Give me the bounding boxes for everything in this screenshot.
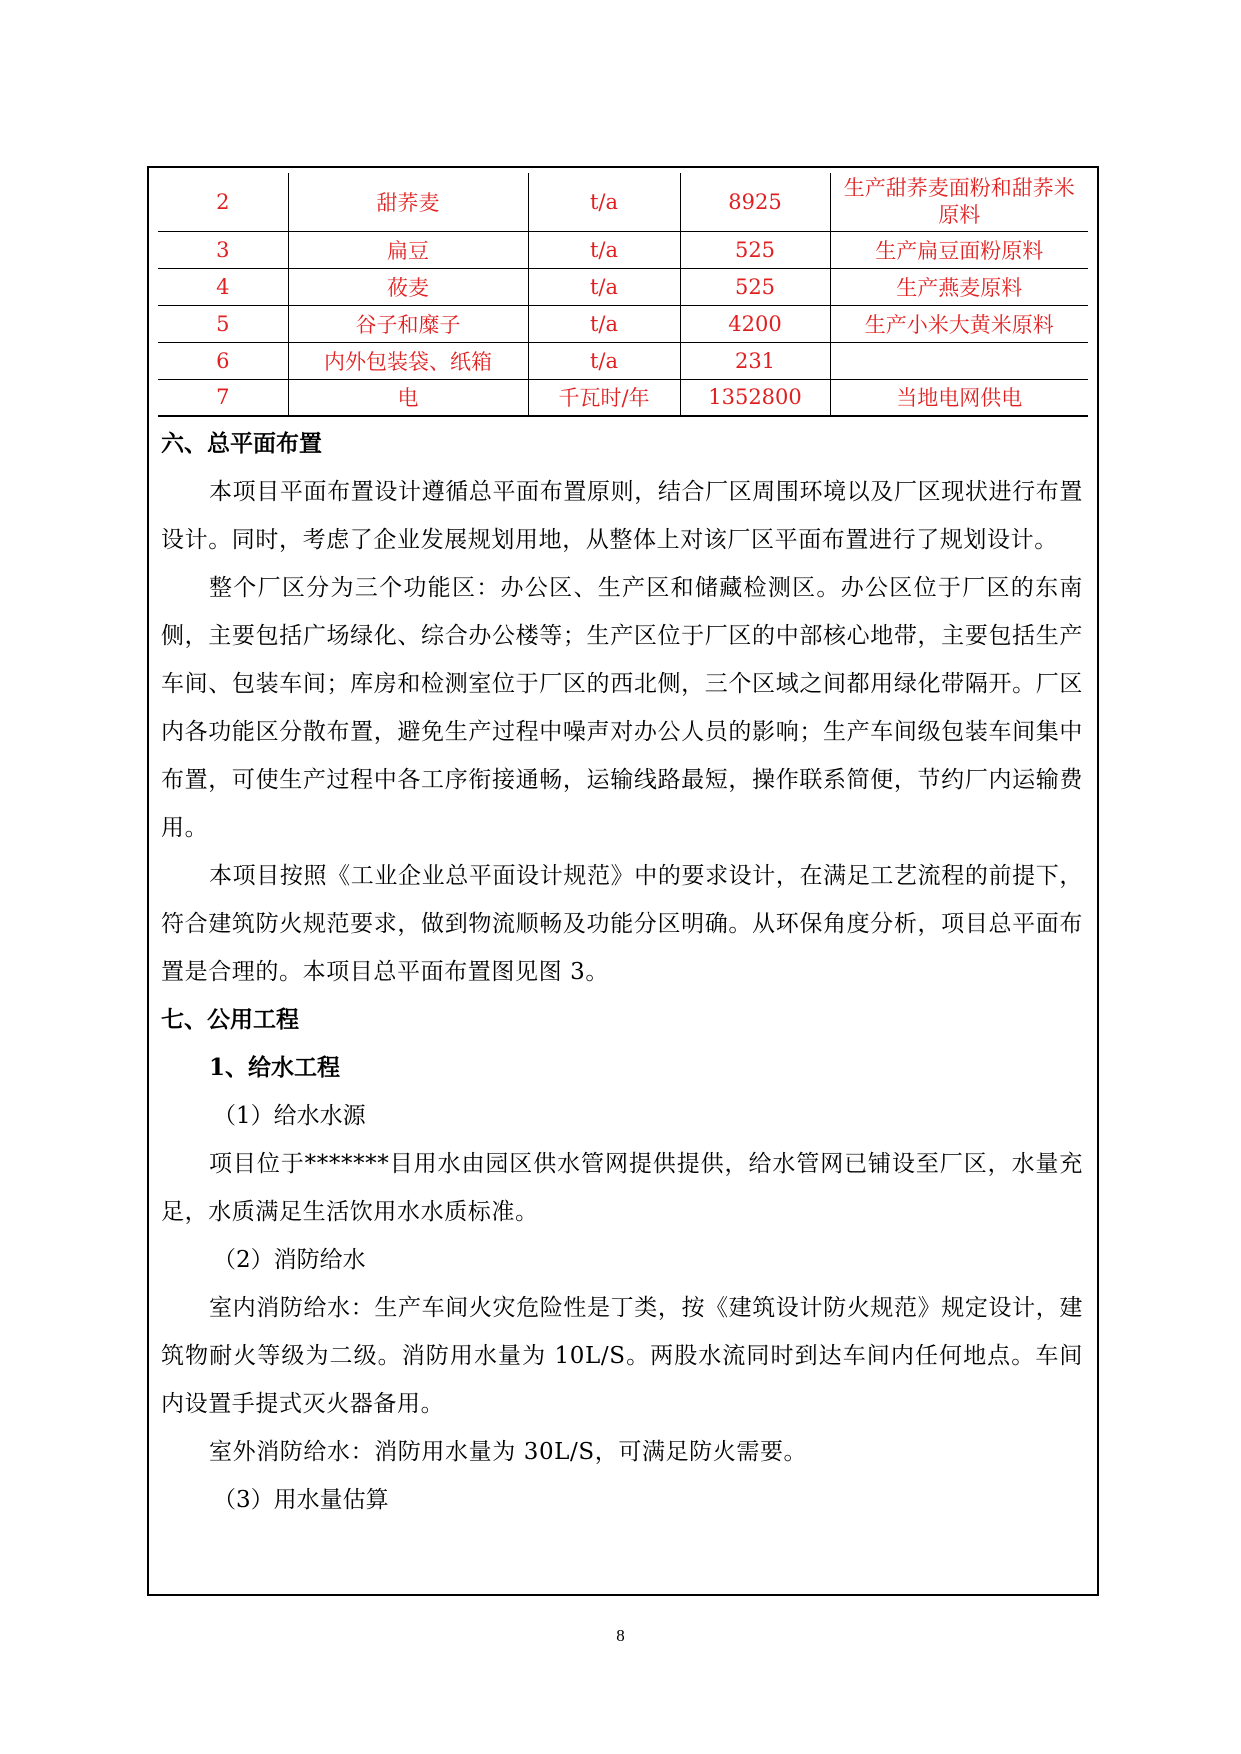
material-name: 谷子和糜子 <box>288 305 528 342</box>
unit: t/a <box>528 173 680 231</box>
quantity: 8925 <box>680 173 830 231</box>
row-number: 2 <box>158 173 288 231</box>
paragraph: 本项目按照《工业企业总平面设计规范》中的要求设计，在满足工艺流程的前提下，符合建筑防火规范要求，做到物流顺畅及功能分区明确。从环保角度分析，项目总平面布置是合理的。本项目总平面布置图见图 3。 <box>161 863 1083 985</box>
table-row <box>158 305 1088 342</box>
unit: t/a <box>528 268 680 305</box>
paragraph: 整个厂区分为三个功能区：办公区、生产区和储藏检测区。办公区位于厂区的东南侧，主要包括广场绿化、综合办公楼等；生产区位于厂区的中部核心地带，主要包括生产车间、包装车间；库房和检测室位于厂区的西北侧，三个区域之间都用绿化带隔开。厂区内各功能区分散布置，避免生产过程中噪声对办公人员的影响；生产车间级包装车间集中布置，可使生产过程中各工序衔接通畅，运输线路最短，操作联系简便，节约厂内运输费用。 <box>161 575 1083 841</box>
material-name: 内外包装袋、纸箱 <box>288 342 528 379</box>
note <box>830 342 1088 379</box>
material-name: 甜荞麦 <box>288 173 528 231</box>
quantity: 525 <box>680 268 830 305</box>
quantity: 1352800 <box>680 379 830 416</box>
quantity: 525 <box>680 231 830 268</box>
section-heading-layout: 六、总平面布置 <box>161 430 322 457</box>
quantity: 4200 <box>680 305 830 342</box>
note: 生产小米大黄米原料 <box>830 305 1088 342</box>
material-name: 电 <box>288 379 528 416</box>
item-heading: （2）消防给水 <box>213 1247 366 1273</box>
item-heading: （1）给水水源 <box>213 1103 366 1129</box>
body-text <box>161 420 1083 1524</box>
row-number: 4 <box>158 268 288 305</box>
table-row <box>158 268 1088 305</box>
section-heading-utilities: 七、公用工程 <box>161 1006 299 1033</box>
material-name: 莜麦 <box>288 268 528 305</box>
row-number: 7 <box>158 379 288 416</box>
note: 生产甜荞麦面粉和甜荞米原料 <box>830 173 1088 231</box>
unit: t/a <box>528 231 680 268</box>
paragraph: 室外消防给水：消防用水量为 30L/S，可满足防火需要。 <box>209 1439 808 1465</box>
unit: t/a <box>528 342 680 379</box>
row-number: 3 <box>158 231 288 268</box>
table-row <box>158 379 1088 416</box>
item-heading: （3）用水量估算 <box>213 1487 389 1513</box>
note: 生产扁豆面粉原料 <box>830 231 1088 268</box>
unit: t/a <box>528 305 680 342</box>
paragraph: 室内消防给水：生产车间火灾危险性是丁类，按《建筑设计防火规范》规定设计，建筑物耐火等级为二级。消防用水量为 10L/S。两股水流同时到达车间内任何地点。车间内设置手提式灭火器备用。 <box>161 1295 1083 1417</box>
note: 生产燕麦原料 <box>830 268 1088 305</box>
row-number: 5 <box>158 305 288 342</box>
table-row <box>158 342 1088 379</box>
material-name: 扁豆 <box>288 231 528 268</box>
paragraph: 本项目平面布置设计遵循总平面布置原则，结合厂区周围环境以及厂区现状进行布置设计。同时，考虑了企业发展规划用地，从整体上对该厂区平面布置进行了规划设计。 <box>161 479 1083 553</box>
quantity: 231 <box>680 342 830 379</box>
paragraph: 项目位于*******目用水由园区供水管网提供提供，给水管网已铺设至厂区，水量充足，水质满足生活饮用水水质标准。 <box>161 1151 1083 1225</box>
table-row <box>158 231 1088 268</box>
table-row <box>158 173 1088 231</box>
materials-table <box>158 173 1088 417</box>
subsection-heading: 1、给水工程 <box>209 1054 341 1081</box>
row-number: 6 <box>158 342 288 379</box>
page-number: 8 <box>616 1626 625 1645</box>
unit: 千瓦时/年 <box>528 379 680 416</box>
note: 当地电网供电 <box>830 379 1088 416</box>
